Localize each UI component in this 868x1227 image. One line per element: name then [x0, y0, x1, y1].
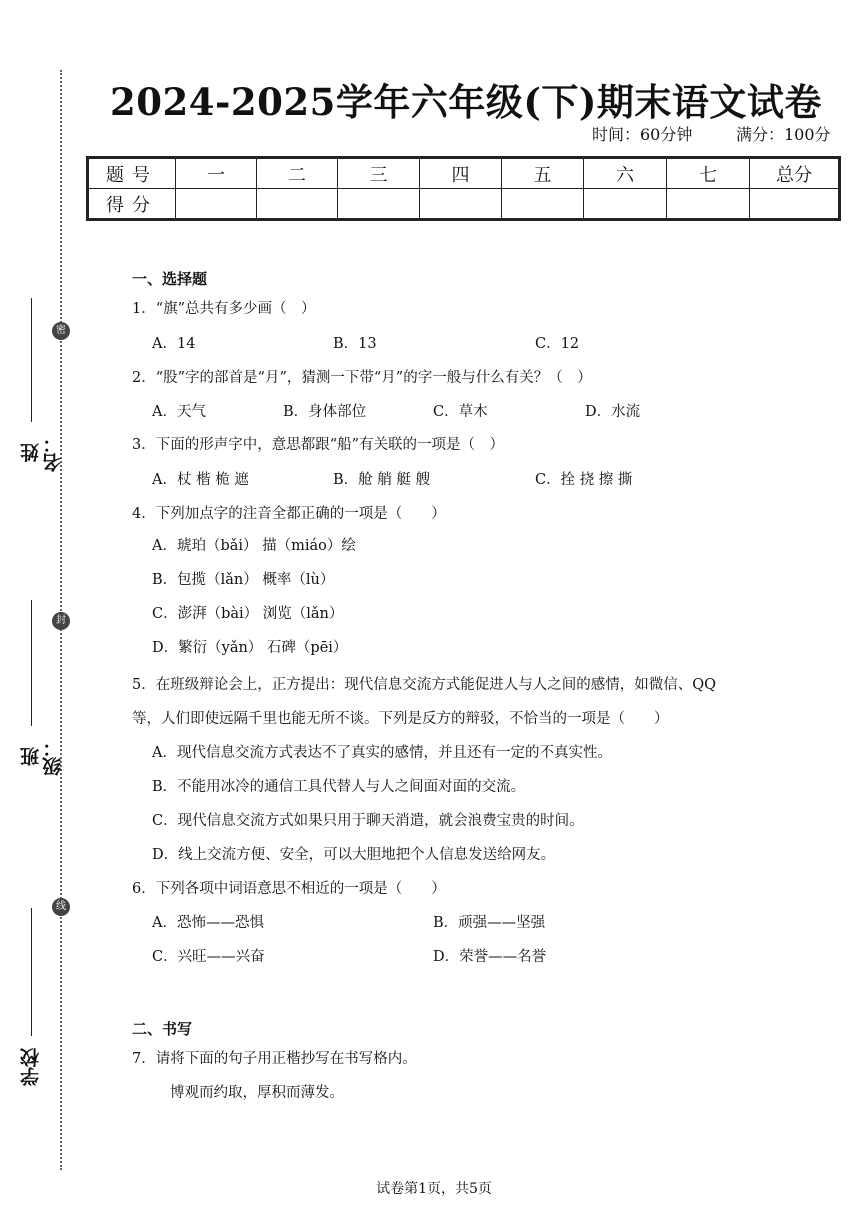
question-stem: 4．下列加点字的注音全都正确的一项是（ ）: [132, 506, 446, 522]
question-stem: 5．在班级辩论会上，正方提出：现代信息交流方式能促进人与人之间的感情，如微信、QQ: [132, 677, 716, 693]
score-header-cell: 二: [257, 158, 338, 189]
option-item[interactable]: D．水流: [585, 404, 641, 420]
score-header-cell: 七: [667, 158, 750, 189]
option-item[interactable]: D．荣誉——名誉: [433, 949, 547, 965]
option-item[interactable]: C．12: [535, 336, 580, 352]
option-item[interactable]: A．琥珀（bǎi） 描（miáo）绘: [152, 538, 356, 554]
school-label: 学校: [20, 1048, 42, 1086]
option-item[interactable]: C．草木: [433, 404, 488, 420]
option-item[interactable]: B．舱 艄 艇 艘: [333, 472, 430, 488]
score-header-cell: 三: [338, 158, 420, 189]
option-item[interactable]: A．14: [152, 336, 196, 352]
exam-time: 时间：60分钟: [592, 125, 693, 144]
score-header-cell: 一: [176, 158, 257, 189]
page-title: 2024-2025学年六年级(下)期末语文试卷: [110, 80, 822, 124]
question-stem: 2．“股”字的部首是“月”，猜测一下带“月”的字一般与什么有关？（ ）: [132, 370, 592, 386]
name-fill-line[interactable]: [31, 298, 32, 422]
score-cell[interactable]: [176, 189, 257, 220]
option-item[interactable]: D．繁衍（yǎn） 石碑（pēi）: [152, 640, 348, 656]
class-label: 班级：: [20, 738, 64, 776]
option-item[interactable]: A．恐怖——恐惧: [152, 915, 264, 931]
seal-mark: 线: [52, 898, 70, 916]
seal-mark: 密: [52, 322, 70, 340]
question-stem-continued: 等，人们即使远隔千里也能无所不谈。下列是反方的辩驳，不恰当的一项是（ ）: [132, 711, 669, 727]
question-stem: 7．请将下面的句子用正楷抄写在书写格内。: [132, 1051, 417, 1067]
class-fill-line[interactable]: [31, 600, 32, 726]
option-item[interactable]: A．天气: [152, 404, 206, 420]
section-title: 二、书写: [132, 1020, 193, 1038]
option-item[interactable]: C．拴 挠 擦 撕: [535, 472, 633, 488]
school-fill-line[interactable]: [31, 908, 32, 1036]
copy-sentence: 博观而约取，厚积而薄发。: [170, 1085, 344, 1101]
score-cell[interactable]: [584, 189, 667, 220]
score-row-label: 得分: [88, 189, 176, 220]
option-item[interactable]: A．现代信息交流方式表达不了真实的感情，并且还有一定的不真实性。: [152, 745, 612, 761]
score-cell[interactable]: [750, 189, 840, 220]
option-item[interactable]: B．顽强——坚强: [433, 915, 546, 931]
question-stem: 1．“旗”总共有多少画（ ）: [132, 301, 316, 317]
question-stem: 3．下面的形声字中，意思都跟“船”有关联的一项是（ ）: [132, 437, 505, 453]
score-table-score-row: [88, 189, 840, 220]
score-header-cell: 五: [502, 158, 584, 189]
seal-mark: 封: [52, 612, 70, 630]
score-cell[interactable]: [338, 189, 420, 220]
option-item[interactable]: C．澎湃（bài） 浏览（lǎn）: [152, 606, 344, 622]
option-item[interactable]: D．线上交流方便、安全，可以大胆地把个人信息发送给网友。: [152, 847, 556, 863]
option-item[interactable]: C．现代信息交流方式如果只用于聊天消遣，就会浪费宝贵的时间。: [152, 813, 584, 829]
score-cell[interactable]: [420, 189, 502, 220]
page-footer: 试卷第1页，共5页: [376, 1181, 492, 1197]
option-item[interactable]: B．不能用冰冷的通信工具代替人与人之间面对面的交流。: [152, 779, 526, 795]
score-header-cell: 四: [420, 158, 502, 189]
score-table-header-row: [88, 158, 840, 189]
score-cell[interactable]: [667, 189, 750, 220]
option-item[interactable]: B．包揽（lǎn） 概率（lù）: [152, 572, 335, 588]
question-stem: 6．下列各项中词语意思不相近的一项是（ ）: [132, 881, 446, 897]
score-cell[interactable]: [257, 189, 338, 220]
option-item[interactable]: B．身体部位: [283, 404, 367, 420]
option-item[interactable]: A．杖 楷 桅 遮: [152, 472, 249, 488]
score-header-cell: 题号: [88, 158, 176, 189]
score-table: [86, 156, 841, 221]
option-item[interactable]: B．13: [333, 336, 377, 352]
full-score: 满分：100分: [736, 125, 831, 144]
option-item[interactable]: C．兴旺——兴奋: [152, 949, 265, 965]
score-cell[interactable]: [502, 189, 584, 220]
section-title: 一、选择题: [132, 270, 208, 288]
score-header-cell: 六: [584, 158, 667, 189]
name-label: 姓名：: [20, 434, 64, 472]
score-header-cell: 总分: [750, 158, 840, 189]
